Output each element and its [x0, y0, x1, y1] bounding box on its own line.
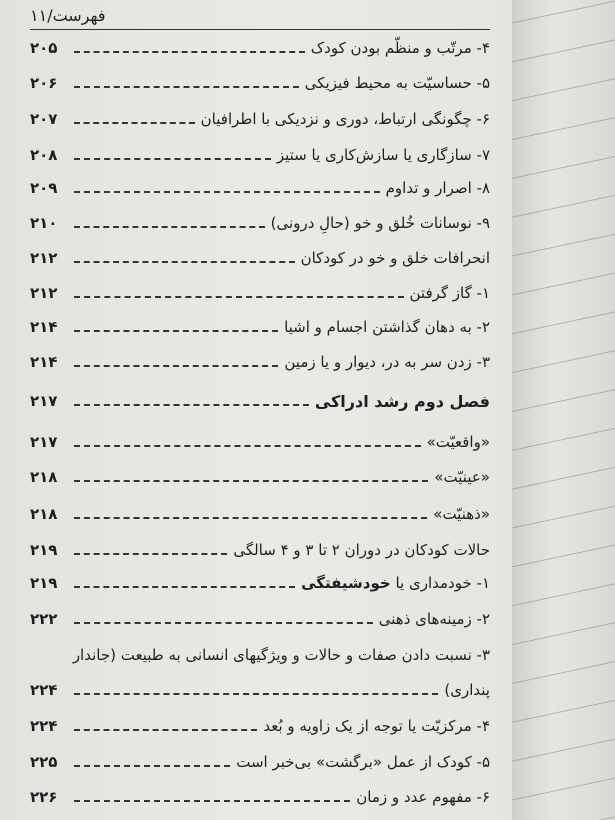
toc-entry [30, 68, 490, 98]
toc-page-number: ۲۱۴ [30, 353, 58, 371]
toc-entry [30, 312, 490, 342]
toc-page-number: ۲۰۶ [30, 74, 58, 92]
toc-page-number: ۲۱۲ [30, 249, 58, 267]
toc-entry [30, 33, 490, 63]
toc-entry [30, 747, 490, 777]
toc-page-number: ۲۱۸ [30, 468, 58, 486]
toc-page-number: ۲۲۶ [30, 788, 58, 806]
toc-entry-title: ۱- گاز گرفتن [409, 284, 490, 302]
toc-page-number: ۲۱۴ [30, 318, 58, 336]
toc-entry-title: «واقعیّت» [426, 433, 490, 451]
toc-entry-title: ۵- حساسیّت به محیط فیزیکی [304, 74, 490, 92]
toc-entry [30, 278, 490, 308]
toc-chapter-entry [30, 386, 490, 416]
toc-page-number: ۲۱۹ [30, 574, 58, 592]
toc-page-number: ۲۰۵ [30, 39, 58, 57]
toc-page-number: ۲۰۷ [30, 110, 58, 128]
page-edges [512, 0, 615, 820]
dot-leader [74, 51, 305, 53]
dot-leader [74, 480, 428, 482]
toc-page-number: ۲۱۰ [30, 214, 58, 232]
entry-title-bold: خودشیفتگی [301, 574, 391, 592]
toc-page-number: ۲۰۹ [30, 179, 58, 197]
dot-leader [74, 517, 427, 519]
toc-page-number: ۲۲۲ [30, 610, 58, 628]
dot-leader [74, 693, 438, 695]
toc-entry [30, 568, 490, 598]
toc-entry [30, 104, 490, 134]
toc-entry-title: ۳- زدن سر به در، دیوار و یا زمین [284, 353, 490, 371]
dot-leader [74, 445, 421, 447]
toc-entry [30, 462, 490, 492]
toc-page-number: ۲۲۵ [30, 753, 58, 771]
toc-entry [30, 499, 490, 529]
page-header [30, 5, 490, 30]
header-title: فهرست/۱۱ [30, 6, 106, 25]
toc-entry-title: «ذهنیّت» [433, 505, 490, 523]
toc-entry [30, 604, 490, 634]
toc-entry-title: ۶- چگونگی ارتباط، دوری و نزدیکی با اطرافیان [200, 110, 490, 128]
toc-entry-title: ۴- مرکزیّت یا توجه از یک زاویه و بُعد [263, 717, 490, 735]
toc-page-number: ۲۰۸ [30, 146, 58, 164]
toc-entry [30, 782, 490, 812]
dot-leader [74, 261, 295, 263]
toc-page-number: ۲۱۷ [30, 433, 58, 451]
toc-entry [30, 173, 490, 203]
toc-entry-title: ۲- زمینه‌های ذهنی [378, 610, 490, 628]
toc-entry-title: ۴- مرتّب و منظّم بودن کودک [310, 39, 490, 57]
toc-entry-title [301, 574, 490, 592]
toc-entry [30, 711, 490, 741]
toc-entry [30, 243, 490, 273]
dot-leader [74, 191, 380, 193]
dot-leader [74, 226, 265, 228]
toc-entry-title: «عینیّت» [434, 468, 490, 486]
toc-entry-title: ۲- به دهان گذاشتن اجسام و اشیا [284, 318, 490, 336]
toc-entry [30, 535, 490, 565]
toc-entry [30, 675, 490, 705]
toc-entry [30, 427, 490, 457]
toc-entry [30, 347, 490, 377]
toc-entry-title: ۹- نوسانات خُلق و خو (حالِ درونی) [270, 214, 490, 232]
toc-entry [30, 208, 490, 238]
toc-entry [30, 140, 490, 170]
dot-leader [74, 158, 271, 160]
toc-entry-title: ۸- اصرار و تداوم [385, 179, 490, 197]
toc-entry-title: ۵- کودک از عمل «برگشت» بی‌خبر است [236, 753, 490, 771]
toc-page-number: ۲۱۷ [30, 392, 58, 410]
toc-entry-title: حالات کودکان در دوران ۲ تا ۳ و ۴ سالگی [233, 541, 490, 559]
entry-title-prefix: ۱- خودمداری یا [390, 574, 490, 592]
toc-entry-title: پنداری) [444, 681, 490, 699]
dot-leader [74, 365, 278, 367]
dot-leader [74, 622, 373, 624]
dot-leader [74, 296, 404, 298]
dot-leader [74, 122, 195, 124]
toc-entry-title: ۶- مفهوم عدد و زمان [356, 788, 490, 806]
toc-page-number: ۲۱۲ [30, 284, 58, 302]
toc-page-number: ۲۲۴ [30, 681, 58, 699]
dot-leader [74, 800, 350, 802]
dot-leader [74, 765, 230, 767]
toc-page-number: ۲۲۴ [30, 717, 58, 735]
toc-entry-title: انحرافات خلق و خو در کودکان [300, 249, 490, 267]
toc-page-number: ۲۱۸ [30, 505, 58, 523]
toc-page-number: ۲۱۹ [30, 541, 58, 559]
toc-entry-title: ۷- سازگاری یا سازش‌کاری یا ستیز [276, 146, 490, 164]
dot-leader [74, 330, 278, 332]
toc-entry-first-line: ۳- نسبت دادن صفات و حالات و ویژگیهای انسانی به طبیعت (جاندار [72, 646, 490, 664]
dot-leader [74, 553, 227, 555]
dot-leader [74, 729, 257, 731]
dot-leader [74, 586, 295, 588]
chapter-title: فصل دوم رشد ادراکی [314, 391, 490, 411]
dot-leader [74, 404, 309, 406]
dot-leader [74, 86, 299, 88]
